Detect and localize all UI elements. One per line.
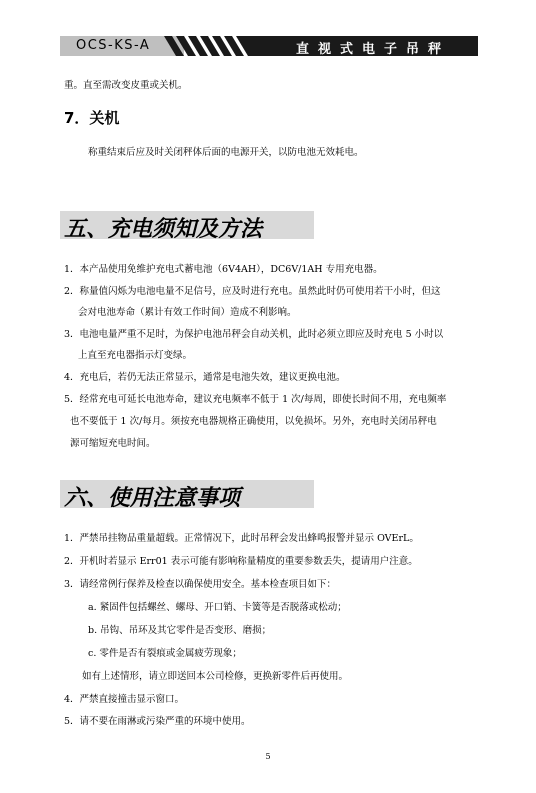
section-7-heading: 7．关机 — [64, 109, 120, 127]
charge-item-3-cont: 上直至充电器指示灯变绿。 — [78, 350, 193, 361]
header-title-band — [258, 36, 478, 56]
notice-item-4: 4．严禁直接撞击显示窗口。 — [64, 694, 185, 705]
section-5-heading: 五、充电须知及方法 — [64, 217, 263, 242]
charge-item-5-cont2: 源可缩短充电时间。 — [70, 438, 156, 449]
section-5-heading-bar — [60, 211, 314, 242]
notice-sub-b: b. 吊钩、吊环及其它零件是否变形、磨损； — [88, 625, 272, 636]
section-7-body: 称重结束后应及时关闭秤体后面的电源开关，以防电池无效耗电。 — [88, 147, 364, 158]
charge-item-3: 3．电池电量严重不足时，为保护电池吊秤会自动关机，此时必须立即应及时充电 5 小时以 — [64, 329, 444, 340]
section-6-heading: 六、使用注意事项 — [64, 486, 241, 511]
page-header — [60, 36, 478, 56]
notice-item-1: 1．严禁吊挂物品重量超载。正常情况下，此时吊秤会发出蜂鸣报警并显示 OVErL。 — [64, 533, 419, 544]
page-number: 5 — [265, 752, 271, 761]
continued-text: 重。直至需改变皮重或关机。 — [64, 80, 188, 91]
notice-sub-c: c. 零件是否有裂痕或金属疲劳现象； — [88, 648, 242, 659]
notice-item-3: 3．请经常例行保养及检查以确保使用安全。基本检查项目如下： — [64, 579, 337, 590]
charge-item-1: 1．本产品使用免维护充电式蓄电池（6V4AH），DC6V/1AH 专用充电器。 — [64, 264, 383, 275]
charge-item-2-cont: 会对电池寿命（累计有效工作时间）造成不利影响。 — [78, 307, 297, 318]
header-stripes — [164, 36, 264, 56]
notice-sub-note: 如有上述情形，请立即送回本公司检修，更换新零件后再使用。 — [82, 671, 349, 682]
charge-item-5: 5．经常充电可延长电池寿命，建议充电频率不低于 1 次/每周，即使长时间不用，充电频率 — [64, 394, 447, 405]
section-6-heading-bar — [60, 480, 314, 511]
notice-item-2: 2．开机时若显示 Err01 表示可能有影响称量精度的重要参数丢失，提请用户注意。 — [64, 556, 418, 567]
notice-item-5: 5．请不要在雨淋或污染严重的环境中使用。 — [64, 716, 251, 727]
notice-sub-a: a. 紧固件包括螺丝、螺母、开口销、卡簧等是否脱落或松动； — [88, 602, 347, 613]
charge-item-2: 2．称量值闪烁为电池电量不足信号，应及时进行充电。虽然此时仍可使用若干小时，但这 — [64, 286, 441, 297]
charge-item-5-cont1: 也不要低于 1 次/每月。须按充电器规格正确使用，以免损坏。另外，充电时关闭吊秤电 — [70, 416, 437, 427]
charge-item-4: 4．充电后，若仍无法正常显示，通常是电池失效，建议更换电池。 — [64, 372, 346, 383]
product-title: 直视式电子吊秤 — [295, 42, 450, 57]
product-code: OCS-KS-A — [76, 38, 151, 53]
